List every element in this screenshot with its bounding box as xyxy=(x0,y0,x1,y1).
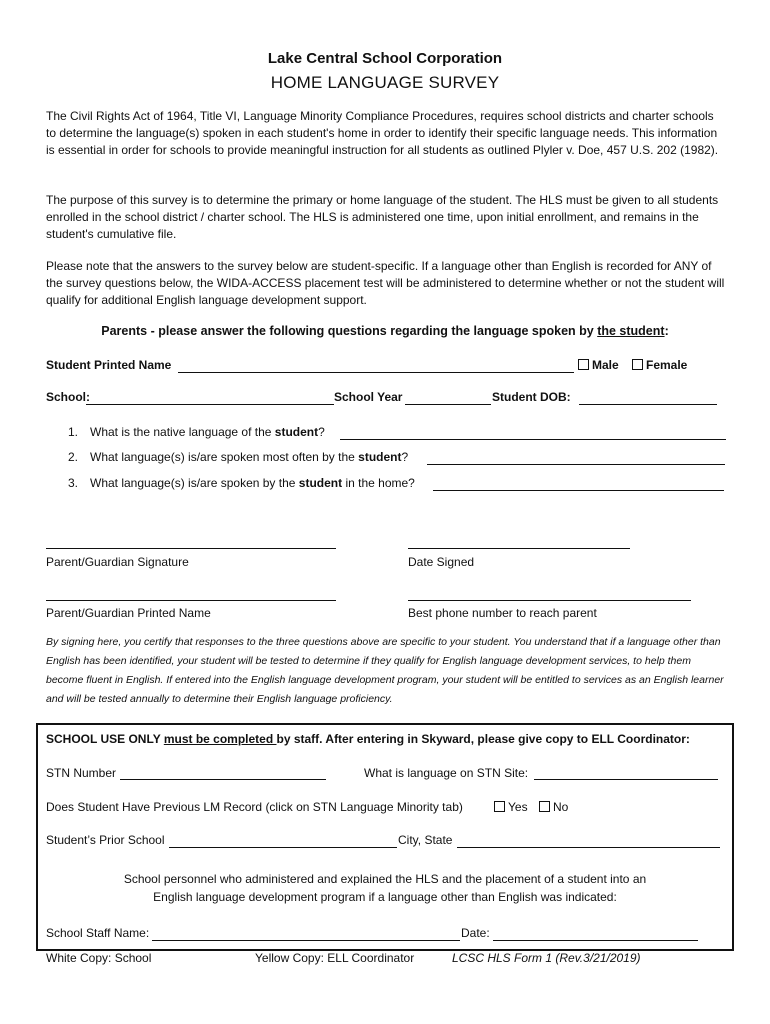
answer-1-field[interactable] xyxy=(340,439,726,440)
staff-date-field[interactable] xyxy=(493,940,698,941)
note-paragraph: Please note that the answers to the survey below are student-specific. If a language other than English is recorded for ANY of the survey questions below, the WIDA-ACCESS placement test will be administered to determine whether or not the student will qualify for additional English language development support. xyxy=(46,259,725,307)
student-dob-label: Student DOB: xyxy=(492,390,571,404)
parent-printed-name-field[interactable] xyxy=(46,600,336,601)
school-year-label: School Year xyxy=(334,390,403,404)
prior-school-label: Student’s Prior School xyxy=(46,833,165,847)
footer-white-copy: White Copy: School xyxy=(46,951,152,965)
question-text: What language(s) is/are spoken most often by the xyxy=(90,450,359,464)
female-label: Female xyxy=(646,358,688,372)
question-bold: student xyxy=(274,425,319,439)
no-option[interactable] xyxy=(539,800,568,814)
phone-label: Best phone number to reach parent xyxy=(408,606,597,620)
question-1 xyxy=(68,425,325,439)
school-use-heading-pre: SCHOOL USE ONLY xyxy=(46,732,164,746)
personnel-line-1: School personnel who administered and explained the HLS and the placement of a student into an xyxy=(123,872,647,886)
staff-name-label: School Staff Name: xyxy=(46,926,150,940)
parent-signature-label: Parent/Guardian Signature xyxy=(46,555,189,569)
instruction-emphasis: the student xyxy=(597,324,665,338)
date-signed-field[interactable] xyxy=(408,548,630,549)
instruction-colon: : xyxy=(664,324,669,338)
staff-date-label: Date: xyxy=(461,926,490,940)
instruction-text: Parents - please answer the following questions regarding the language spoken by xyxy=(101,324,598,338)
yes-label: Yes xyxy=(508,800,528,814)
civil-rights-paragraph: The Civil Rights Act of 1964, Title VI, Language Minority Compliance Procedures, requires school districts and charter schools to determine the language(s) spoken in each student's home in order to identify their specific language needs. This information is essential in order for schools to provide meaningful instruction for all students as outlined Plyler v. Doe, 457 U.S. 202 (1982). xyxy=(46,109,719,157)
no-label: No xyxy=(553,800,569,814)
answer-2-field[interactable] xyxy=(427,464,725,465)
question-text: What language(s) is/are spoken by the xyxy=(90,476,299,490)
certification-text: By signing here, you certify that responses to the three questions above are specific to your student. You understand that if a language other than English has been identified, your student will be tested to determine if they qualify for English language development services, to help them become fluent in English. If entered into the English language development program, your student will be entitled to services as an English learner and will be tested annually to determine their English language proficiency. xyxy=(46,636,724,705)
stn-number-field[interactable] xyxy=(120,779,326,780)
answer-3-field[interactable] xyxy=(433,490,724,491)
male-checkbox[interactable] xyxy=(578,359,589,370)
question-bold: student xyxy=(358,450,402,464)
city-state-label: City, State xyxy=(398,833,453,847)
stn-number-label: STN Number xyxy=(46,766,117,780)
school-field[interactable] xyxy=(86,404,334,405)
student-dob-field[interactable] xyxy=(579,404,717,405)
female-checkbox[interactable] xyxy=(632,359,643,370)
question-3 xyxy=(68,476,415,490)
organization-name: Lake Central School Corporation xyxy=(267,50,503,67)
question-number: 2. xyxy=(68,450,79,464)
school-label: School: xyxy=(46,390,90,404)
school-use-heading-underline: must be completed xyxy=(163,732,277,746)
parent-printed-name-label: Parent/Guardian Printed Name xyxy=(46,606,211,620)
lm-record-label: Does Student Have Previous LM Record (click on STN Language Minority tab) xyxy=(46,800,463,814)
question-text: What is the native language of the xyxy=(90,425,275,439)
purpose-paragraph: The purpose of this survey is to determine the primary or home language of the student. The HLS must be given to all students enrolled in the school district / charter school. The HLS is administered one time, upon initial enrollment, and remains in the student's cumulative file. xyxy=(46,193,719,241)
no-checkbox[interactable] xyxy=(539,801,550,812)
student-name-label: Student Printed Name xyxy=(46,358,172,372)
date-signed-label: Date Signed xyxy=(408,555,475,569)
male-label: Male xyxy=(592,358,619,372)
phone-field[interactable] xyxy=(408,600,691,601)
yes-option[interactable] xyxy=(494,800,528,814)
stn-language-label: What is language on STN Site: xyxy=(364,766,529,780)
student-name-field[interactable] xyxy=(178,372,574,373)
question-bold: student xyxy=(298,476,343,490)
stn-language-field[interactable] xyxy=(534,779,718,780)
question-end: ? xyxy=(401,450,409,464)
yes-checkbox[interactable] xyxy=(494,801,505,812)
school-use-heading xyxy=(46,732,690,746)
question-end: ? xyxy=(318,425,325,439)
parent-signature-field[interactable] xyxy=(46,548,336,549)
prior-school-field[interactable] xyxy=(169,847,397,848)
city-state-field[interactable] xyxy=(457,847,720,848)
question-number: 3. xyxy=(68,476,79,490)
personnel-line-2: English language development program if a language other than English was indicated: xyxy=(153,890,617,904)
male-option[interactable] xyxy=(578,358,619,372)
staff-name-field[interactable] xyxy=(152,940,460,941)
question-end: in the home? xyxy=(342,476,415,490)
question-number: 1. xyxy=(68,425,79,439)
female-option[interactable] xyxy=(632,358,687,372)
school-year-field[interactable] xyxy=(405,404,491,405)
footer-form-id: LCSC HLS Form 1 (Rev.3/21/2019) xyxy=(452,951,641,965)
school-use-heading-post: by staff. After entering in Skyward, please give copy to ELL Coordinator: xyxy=(276,732,690,746)
parent-instruction xyxy=(0,324,770,338)
footer-yellow-copy: Yellow Copy: ELL Coordinator xyxy=(255,951,415,965)
question-2 xyxy=(68,450,408,464)
form-title: HOME LANGUAGE SURVEY xyxy=(270,73,500,92)
